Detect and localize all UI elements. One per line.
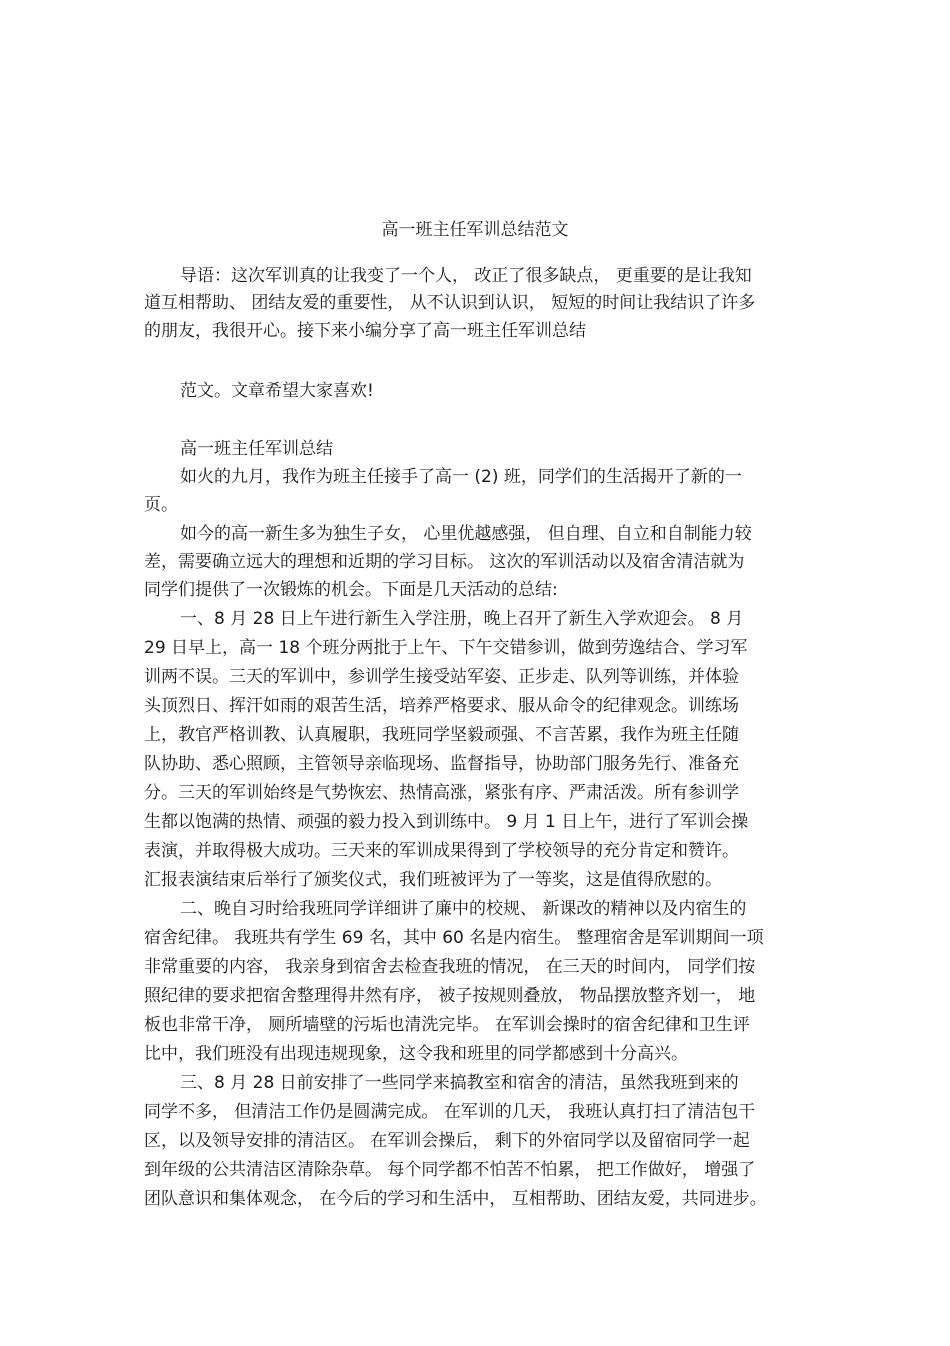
text-line: 同学不多， 但清洁工作仍是圆满完成。 在军训的几天， 我班认真打扫了清洁包干 (144, 1102, 756, 1122)
text-line: 导语：这次军训真的让我变了一个人， 改正了很多缺点， 更重要的是让我知 (180, 266, 752, 286)
text-line: 生都以饱满的热情、顽强的毅力投入到训练中。 9 月 1 日上午，进行了军训会操 (144, 812, 749, 832)
text-line: 二、晚自习时给我班同学详细讲了廉中的校规、 新课改的精神以及内宿生的 (180, 899, 747, 919)
text-line: 团队意识和集体观念， 在今后的学习和生活中， 互相帮助、团结友爱，共同进步。 (144, 1189, 767, 1209)
text-line: 板也非常干净， 厕所墙壁的污垢也清洗完毕。 在军训会操时的宿舍纪律和卫生评 (144, 1015, 750, 1035)
text-line: 29 日早上，高一 18 个班分两批于上午、下午交错参训，做到劳逸结合、学习军 (144, 638, 748, 658)
text-line: 非常重要的内容， 我亲身到宿舍去检查我班的情况， 在三天的时间内， 同学们按 (144, 957, 756, 977)
text-line: 道互相帮助、 团结友爱的重要性， 从不认识到认识， 短短的时间让我结识了许多 (144, 293, 756, 313)
text-line: 范文。文章希望大家喜欢! (180, 381, 374, 401)
text-line: 的朋友，我很开心。接下来小编分享了高一班主任军训总结 (144, 321, 586, 341)
section-heading: 高一班主任军训总结 (180, 439, 333, 459)
text-line: 三、8 月 28 日前安排了一些同学来搞教室和宿舍的清洁，虽然我班到来的 (180, 1073, 739, 1093)
text-line: 表演，并取得极大成功。三天来的军训成果得到了学校领导的充分肯定和赞许。 (144, 841, 739, 861)
text-line: 汇报表演结束后举行了颁奖仪式，我们班被评为了一等奖，这是值得欣慰的。 (144, 870, 722, 890)
text-line: 同学们提供了一次锻炼的机会。下面是几天活动的总结: (144, 580, 558, 600)
text-line: 上，教官严格训教、认真履职，我班同学坚毅顽强、不言苦累，我作为班主任随 (144, 725, 739, 745)
text-line: 一、8 月 28 日上午进行新生入学注册，晚上召开了新生入学欢迎会。 8 月 (180, 609, 744, 629)
text-line: 头顶烈日、挥汗如雨的艰苦生活，培养严格要求、服从命令的纪律观念。训练场 (144, 696, 739, 716)
text-line: 宿舍纪律。 我班共有学生 69 名，其中 60 名是内宿生。 整理宿舍是军训期间一项 (144, 928, 764, 948)
text-line: 训两不误。三天的军训中，参训学生接受站军姿、正步走、队列等训练，并体验 (144, 667, 739, 687)
text-line: 比中，我们班没有出现违规现象，这令我和班里的同学都感到十分高兴。 (144, 1044, 688, 1064)
document-title: 高一班主任军训总结范文 (381, 220, 569, 240)
text-line: 到年级的公共清洁区清除杂草。 每个同学都不怕苦不怕累， 把工作做好， 增强了 (144, 1160, 756, 1180)
text-line: 区，以及领导安排的清洁区。 在军训会操后， 剩下的外宿同学以及留宿同学一起 (144, 1131, 750, 1151)
text-line: 照纪律的要求把宿舍整理得井然有序， 被子按规则叠放， 物品摆放整齐划一， 地 (144, 986, 756, 1006)
text-line: 如火的九月，我作为班主任接手了高一 (2) 班，同学们的生活揭开了新的一 (180, 467, 742, 487)
text-line: 队协助、悉心照顾，主管领导亲临现场、监督指导，协助部门服务先行、准备充 (144, 754, 739, 774)
text-line: 差，需要确立远大的理想和近期的学习目标。 这次的军训活动以及宿舍清洁就为 (144, 552, 745, 572)
text-line: 页。 (144, 495, 178, 515)
text-line: 分。三天的军训始终是气势恢宏、热情高涨，紧张有序、严肃活泼。所有参训学 (144, 783, 739, 803)
text-line: 如今的高一新生多为独生子女， 心里优越感强， 但自理、自立和自制能力较 (180, 524, 752, 544)
